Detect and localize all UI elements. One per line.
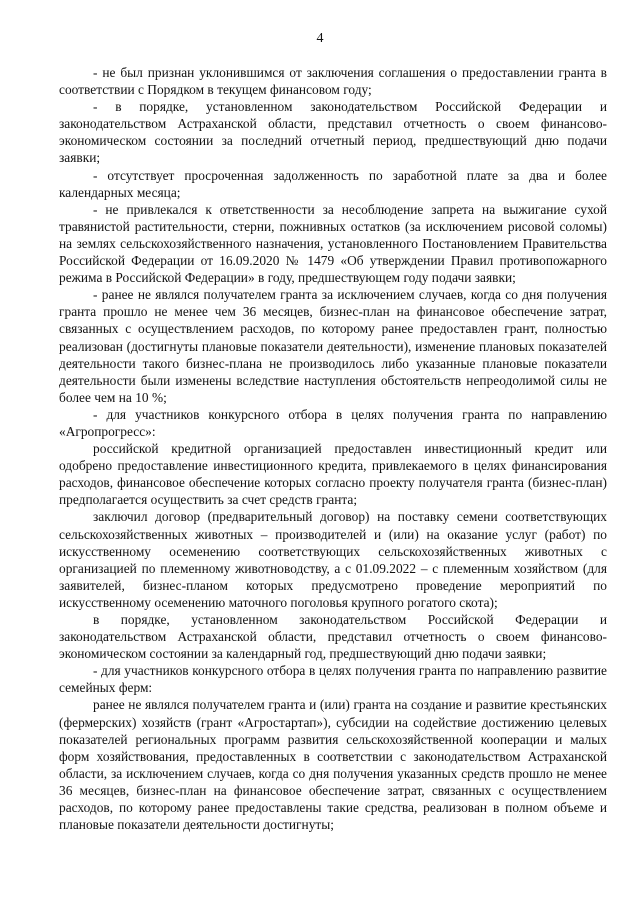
page-number: 4 [316, 31, 324, 46]
paragraph: - отсутствует просроченная задолженность по заработной плате за два и более календарных месяца; [59, 167, 607, 200]
paragraph: - для участников конкурсного отбора в целях получения гранта по направлению развитие семейных ферм: [59, 663, 607, 696]
paragraph: российской кредитной организацией предоставлен инвестиционный кредит или одобрено предоставление инвестиционного кредита, привлекаемого в целях финансирования расходов, финансовое обеспечение которых согласно проекту получателя гранта (бизнес-план) предполагается осуществить за счет средств гранта; [59, 441, 607, 508]
paragraph: - не был признан уклонившимся от заключения соглашения о предоставлении гранта в соответствии с Порядком в текущем финансовом году; [59, 65, 607, 98]
paragraph: заключил договор (предварительный договор) на поставку семени соответствующих сельскохозяйственных животных – производителей и (или) на оказание услуг (работ) по искусственному осеменению соответствующих сельскохозяйственных животных с организацией по племенному животноводству, а с 01.09.2022 – с племенным хозяйством (для заявителей, бизнес-планом которых предусмотрено проведение мероприятий по искусственному осеменению маточного поголовья крупного рогатого скота); [59, 509, 607, 610]
paragraph: - в порядке, установленном законодательством Российской Федерации и законодательством Астраханской области, представил отчетность о своем финансово-экономическом состоянии за последний отчетный период, предшествующий дню подачи заявки; [59, 99, 607, 166]
paragraph: ранее не являлся получателем гранта и (или) гранта на создание и развитие крестьянских (фермерских) хозяйств (грант «Агростартап»), субсидии на содействие достижению целевых показателей региональных программ развития сельскохозяйственной кооперации и малых форм хозяйствования, предоставленных в соответствии с законодательством Астраханской области, за исключением случаев, когда со дня получения указанных средств прошло не менее 36 месяцев, бизнес-план на финансовое обеспечение затрат, связанных с осуществлением расходов, по которому ранее предоставлены такие средства, реализован в полном объеме и плановые показатели деятельности достигнуты; [59, 697, 607, 833]
paragraph: - для участников конкурсного отбора в целях получения гранта по направлению «Агропрогресс»: [59, 406, 607, 439]
paragraph: в порядке, установленном законодательством Российской Федерации и законодательством Астраханской области, представил отчетность о своем финансово-экономическом состоянии за календарный год, предшествующий дню подачи заявки; [59, 612, 607, 662]
paragraph: - ранее не являлся получателем гранта за исключением случаев, когда со дня получения гранта прошло не менее чем 36 месяцев, бизнес-план на финансовое обеспечение затрат, связанных с осуществлением расходов, по которому ранее предоставлен грант, полностью реализован (достигнуты плановые показатели деятельности), изменение плановых показателей деятельности такого бизнес-плана не производилось либо указанные плановые показатели деятельности были изменены вследствие наступления обстоятельств непреодолимой силы не более чем на 10 %; [59, 287, 607, 405]
document-body [59, 64, 607, 833]
paragraph: - не привлекался к ответственности за несоблюдение запрета на выжигание сухой травянистой растительности, стерни, пожнивных остатков (за исключением рисовой соломы) на землях сельскохозяйственного назначения, установленного Постановлением Правительства Российской Федерации от 16.09.2020 № 1479 «Об утверждении Правил противопожарного режима в Российской Федерации» в году, предшествующем году подачи заявки; [59, 201, 607, 286]
